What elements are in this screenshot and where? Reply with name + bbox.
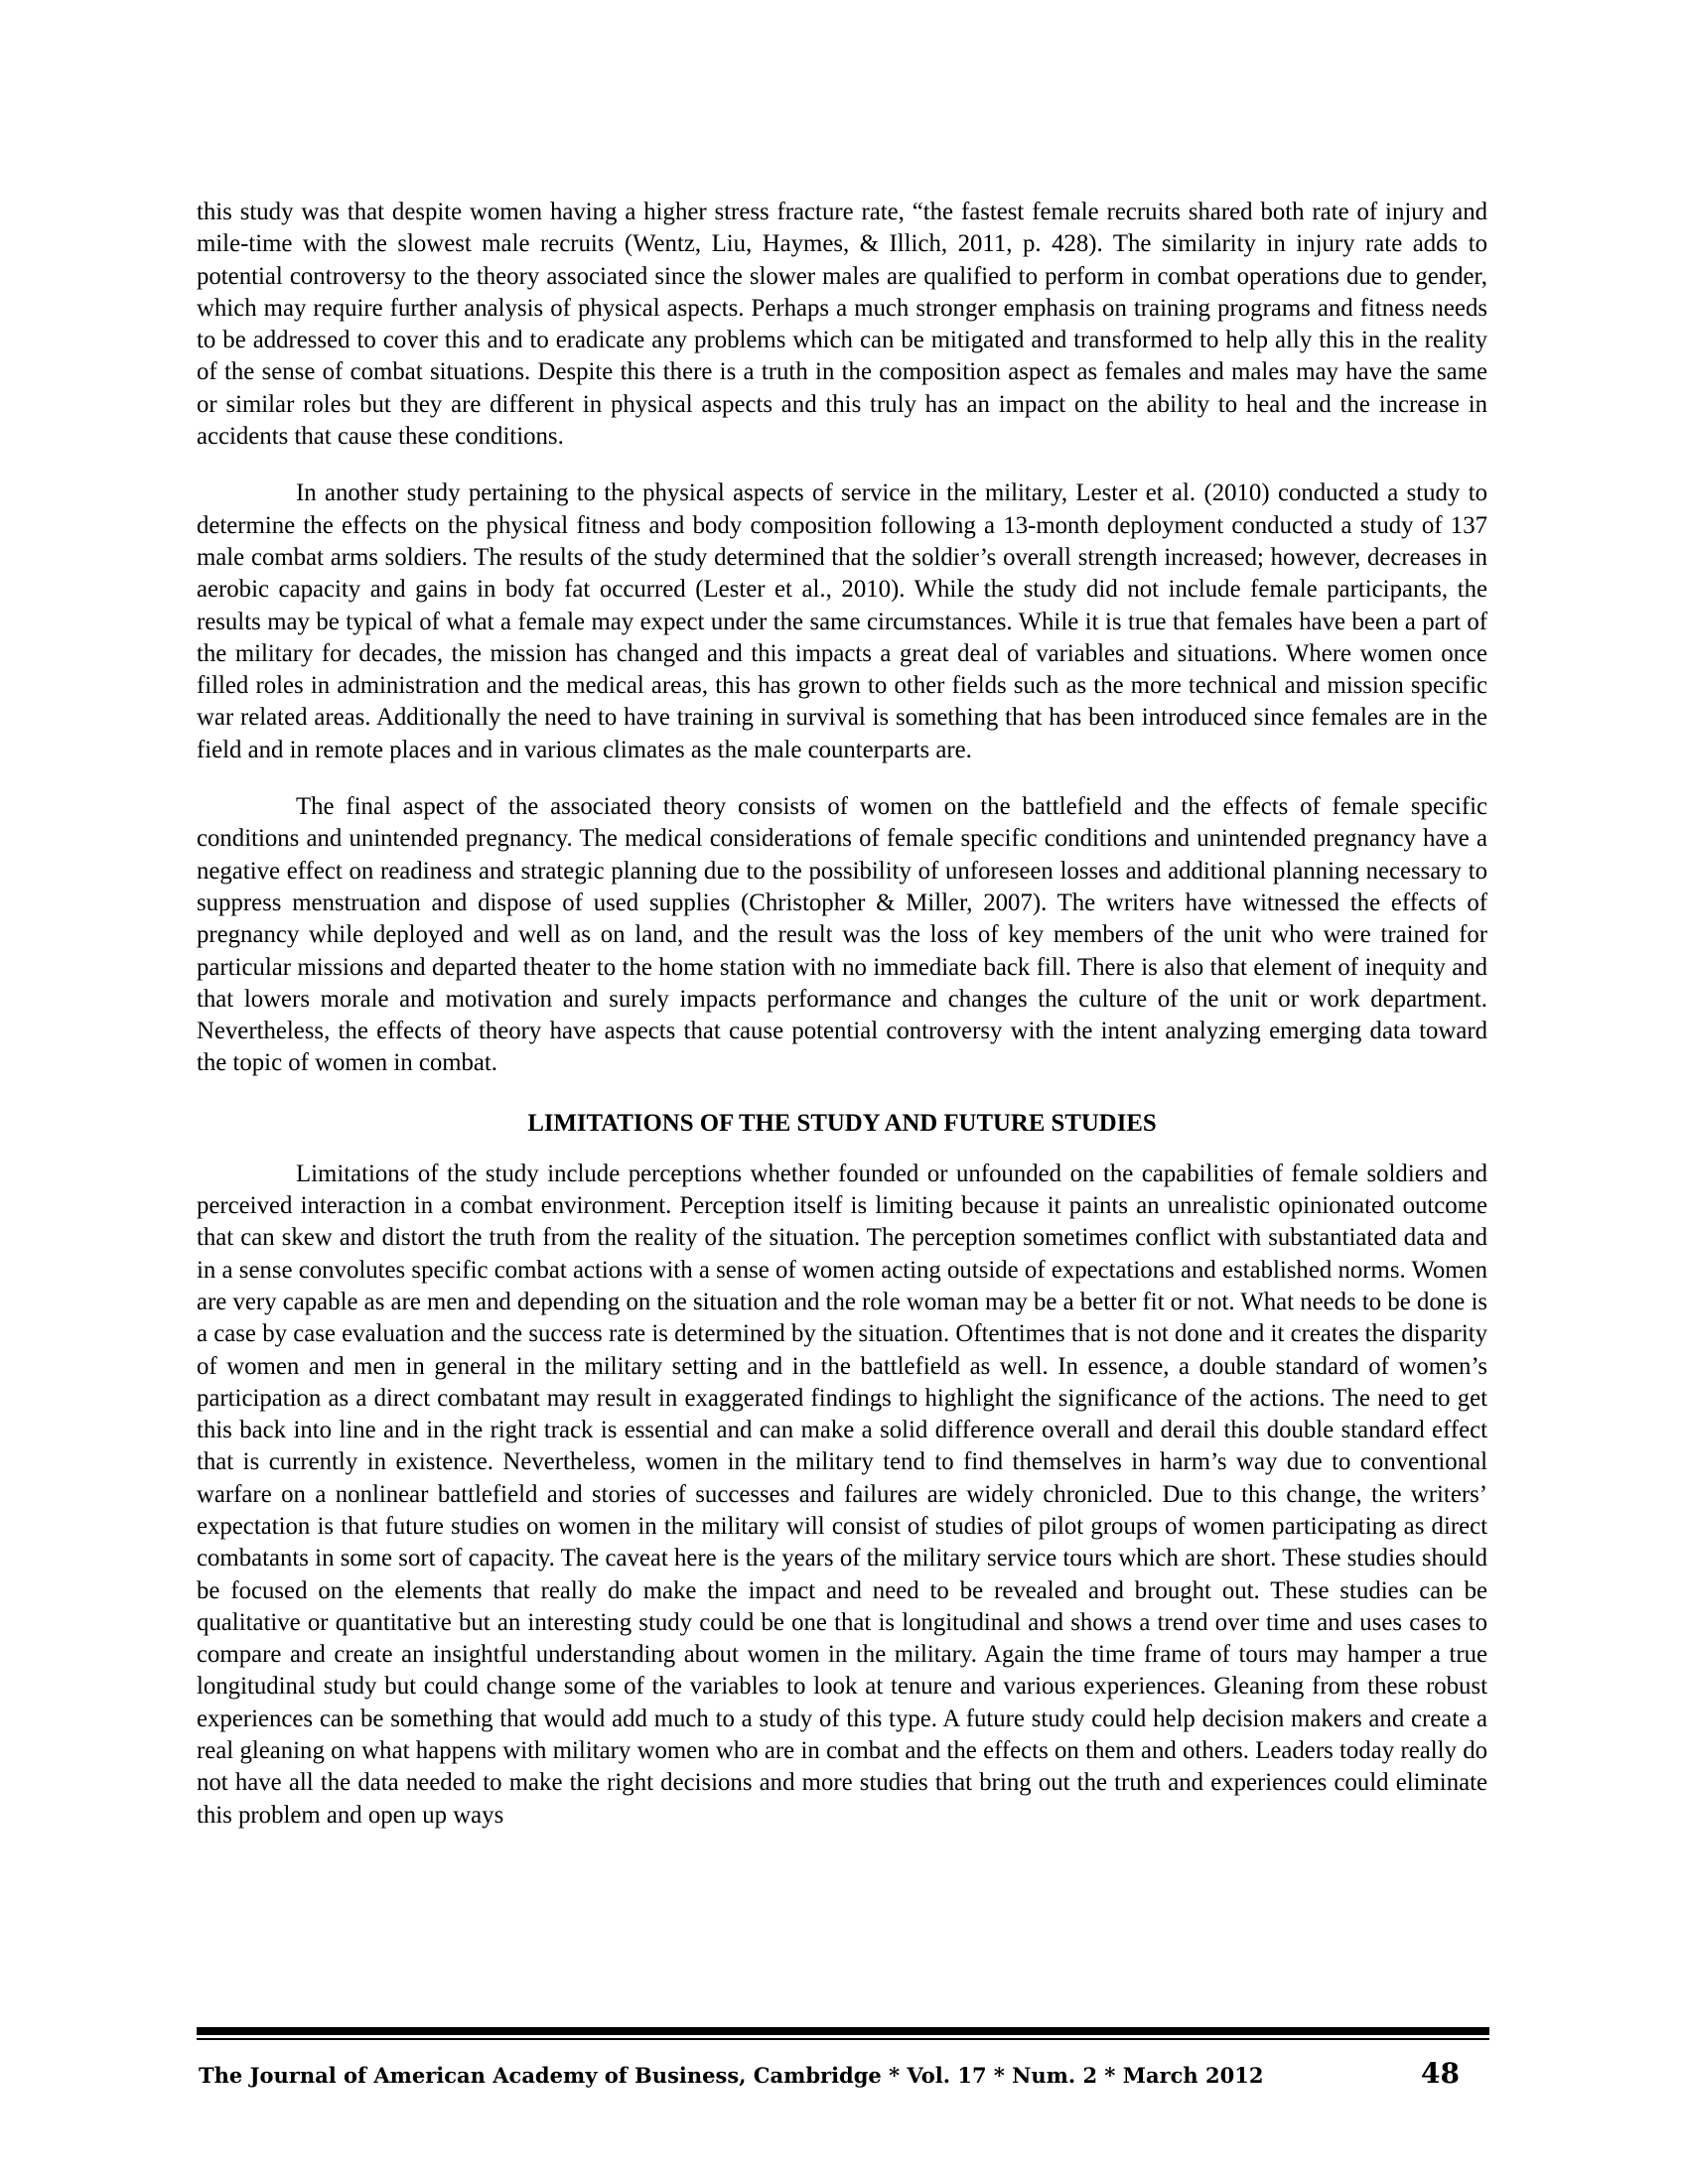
paragraph-lester-study: In another study pertaining to the physical aspects of service in the military, Lester et al. (2010) conducted a study to determine the effects on the physical fitness and body composition following a 13-month deployment conducted a study of 137 male combat arms soldiers. The results of the study determined that the soldier’s overall strength increased; however, decreases in aerobic capacity and gains in body fat occurred (Lester et al., 2010). While the study did not include female participants, the results may be typical of what a female may expect under the same circumstances. While it is true that females have been a part of the military for decades, the mission has changed and this impacts a great deal of variables and situations. Where women once filled roles in administration and the medical areas, this has grown to other fields such as the more technical and mission specific war related areas. Additionally the need to have training in survival is something that has been introduced since females are in the field and in remote places and in various climates as the male counterparts are. bbox=[197, 479, 1487, 763]
section-heading: LIMITATIONS OF THE STUDY AND FUTURE STUDIES bbox=[527, 1109, 1157, 1137]
paragraph-final-aspect: The final aspect of the associated theory consists of women on the battlefield and the effects of female specific conditions and unintended pregnancy. The medical considerations of female specific conditions and unintended pregnancy have a negative effect on readiness and strategic planning due to the possibility of unforeseen losses and additional planning necessary to suppress menstruation and dispose of used supplies (Christopher & Miller, 2007). The writers have witnessed the effects of pregnancy while deployed and well as on land, and the result was the loss of key members of the unit who were trained for particular missions and departed theater to the home station with no immediate back fill. There is also that element of inequity and that lowers morale and motivation and surely impacts performance and changes the culture of the unit or work department. Nevertheless, the effects of theory have aspects that cause potential controversy with the intent analyzing emerging data toward the topic of women in combat. bbox=[197, 793, 1487, 1077]
footer-journal-citation: The Journal of American Academy of Business, Cambridge * Vol. 17 * Num. 2 * March 2012 bbox=[199, 2063, 1264, 2088]
paragraph-limitations: Limitations of the study include perceptions whether founded or unfounded on the capabilities of female soldiers and perceived interaction in a combat environment. Perception itself is limiting because it paints an unrealistic opinionated outcome that can skew and distort the truth from the reality of the situation. The perception sometimes conflict with substantiated data and in a sense convolutes specific combat actions with a sense of women acting outside of expectations and established norms. Women are very capable as are men and depending on the situation and the role woman may be a better fit or not. What needs to be done is a case by case evaluation and the success rate is determined by the situation. Oftentimes that is not done and it creates the disparity of women and men in general in the military setting and in the battlefield as well. In essence, a double standard of women’s participation as a direct combatant may result in exaggerated findings to highlight the significance of the actions. The need to get this back into line and in the right track is essential and can make a solid difference overall and derail this double standard effect that is currently in existence. Nevertheless, women in the military tend to find themselves in harm’s way due to conventional warfare on a nonlinear battlefield and stories of successes and failures are widely chronicled. Due to this change, the writers’ expectation is that future studies on women in the military will consist of studies of pilot groups of women participating as direct combatants in some sort of capacity. The caveat here is the years of the military service tours which are short. These studies should be focused on the elements that really do make the impact and need to be revealed and brought out. These studies can be qualitative or quantitative but an interesting study could be one that is longitudinal and shows a trend over time and uses cases to compare and create an insightful understanding about women in the military. Again the time frame of tours may hamper a true longitudinal study but could change some of the variables to look at tenure and various experiences. Gleaning from these robust experiences can be something that would add much to a study of this type. A future study could help decision makers and create a real gleaning on what happens with military women who are in combat and the effects on them and others. Leaders today really do not have all the data needed to make the right decisions and more studies that bring out the truth and experiences could eliminate this problem and open up ways bbox=[197, 1160, 1487, 1829]
page-number: 48 bbox=[1421, 2057, 1460, 2090]
paragraph-continued: this study was that despite women having a higher stress fracture rate, “the fastest female recruits shared both rate of injury and mile-time with the slowest male recruits (Wentz, Liu, Haymes, & Illich, 2011, p. 428). The similarity in injury rate adds to potential controversy to the theory associated since the slower males are qualified to perform in combat operations due to gender, which may require further analysis of physical aspects. Perhaps a much stronger emphasis on training programs and fitness needs to be addressed to cover this and to eradicate any problems which can be mitigated and transformed to help ally this in the reality of the sense of combat situations. Despite this there is a truth in the composition aspect as females and males may have the same or similar roles but they are different in physical aspects and this truly has an impact on the ability to heal and the increase in accidents that cause these conditions. bbox=[197, 199, 1487, 451]
page-footer bbox=[197, 2055, 1489, 2095]
footer-rule-thick bbox=[197, 2027, 1489, 2035]
article-body bbox=[197, 197, 1487, 1832]
footer-rule-thin bbox=[197, 2038, 1489, 2040]
